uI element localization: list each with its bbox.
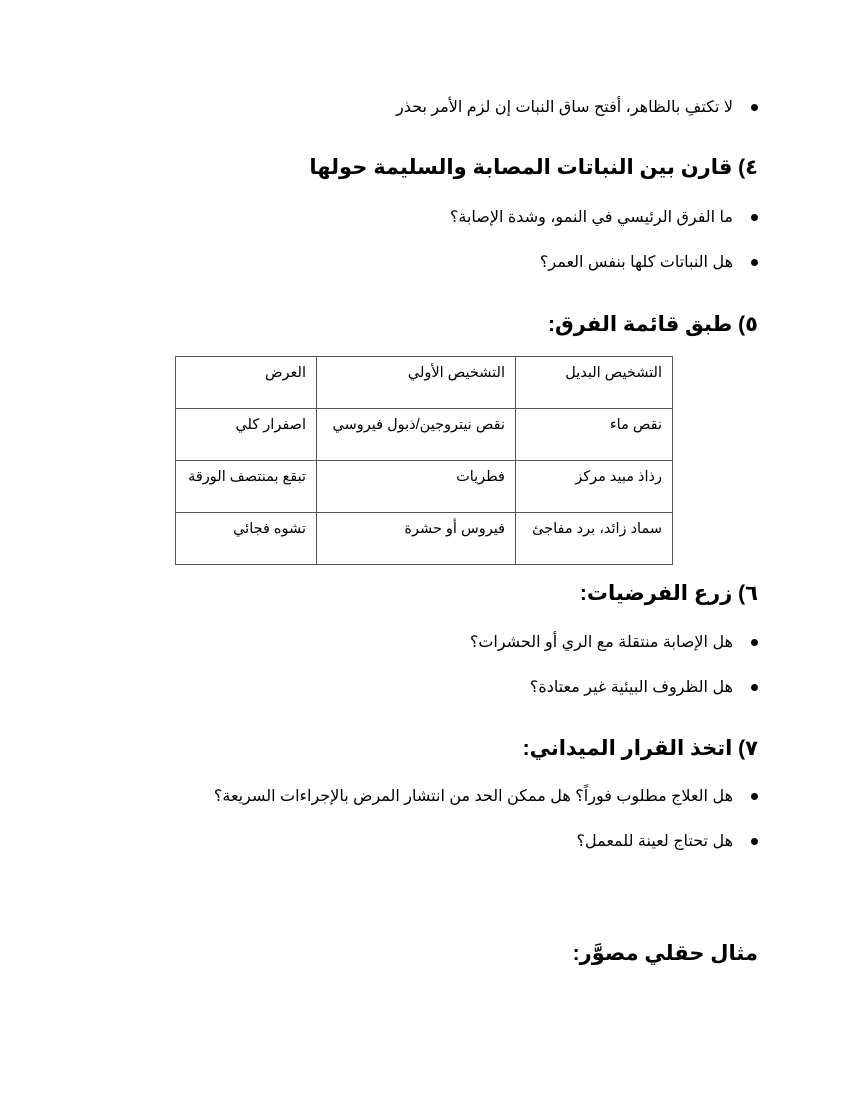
differential-table: [175, 356, 673, 565]
table-row: [176, 409, 673, 461]
section-heading-step6: ٦) زرع الفرضيات:: [579, 582, 758, 605]
table-cell: رذاذ مبيد مركز: [516, 461, 673, 513]
section-heading-step4: ٤) قارن بين النباتات المصابة والسليمة حولها: [309, 156, 758, 179]
bullet-icon: [751, 793, 758, 800]
list-item: [576, 831, 758, 853]
table-cell: تبقع بمنتصف الورقة: [176, 461, 317, 513]
section-heading-step5: ٥) طبق قائمة الفرق:: [548, 313, 758, 336]
list-item-text: هل العلاج مطلوب فوراً؟ هل ممكن الحد من انتشار المرض بالإجراءات السريعة؟: [213, 788, 733, 805]
bullet-icon: [751, 838, 758, 845]
bullet-icon: [751, 259, 758, 266]
list-item: [396, 97, 758, 119]
list-item: [530, 677, 758, 699]
list-item: [450, 207, 758, 229]
list-item: [470, 632, 758, 654]
bullet-icon: [751, 684, 758, 691]
table-cell: العرض: [176, 357, 317, 409]
list-item-text: هل تحتاج لعينة للمعمل؟: [576, 833, 733, 850]
list-item-text: ما الفرق الرئيسي في النمو، وشدة الإصابة؟: [449, 209, 733, 226]
list-item-text: لا تكتفِ بالظاهر، أفتح ساق النبات إن لزم الأمر بحذر: [396, 99, 733, 116]
table-cell: تشوه فجائي: [176, 513, 317, 565]
list-item-text: هل النباتات كلها بنفس العمر؟: [539, 254, 733, 271]
table-cell: التشخيص الأولي: [317, 357, 516, 409]
bullet-icon: [751, 214, 758, 221]
table-cell: نقص نيتروجين/ذبول فيروسي: [317, 409, 516, 461]
table-cell: فيروس أو حشرة: [317, 513, 516, 565]
table-cell: نقص ماء: [516, 409, 673, 461]
bullet-icon: [751, 104, 758, 111]
table-row: [176, 513, 673, 565]
section-heading-step7: ٧) اتخذ القرار الميداني:: [522, 737, 758, 760]
table-cell: اصفرار كلي: [176, 409, 317, 461]
list-item: [214, 786, 758, 808]
table-cell: فطريات: [317, 461, 516, 513]
section-heading-example: مثال حقلي مصوَّر:: [572, 942, 758, 965]
table-row: [176, 461, 673, 513]
list-item-text: هل الإصابة منتقلة مع الري أو الحشرات؟: [469, 634, 733, 651]
table-row: [176, 357, 673, 409]
table-cell: التشخيص البديل: [516, 357, 673, 409]
list-item-text: هل الظروف البيئية غير معتادة؟: [529, 679, 733, 696]
bullet-icon: [751, 639, 758, 646]
list-item: [540, 252, 758, 274]
table-cell: سماد زائد، برد مفاجئ: [516, 513, 673, 565]
